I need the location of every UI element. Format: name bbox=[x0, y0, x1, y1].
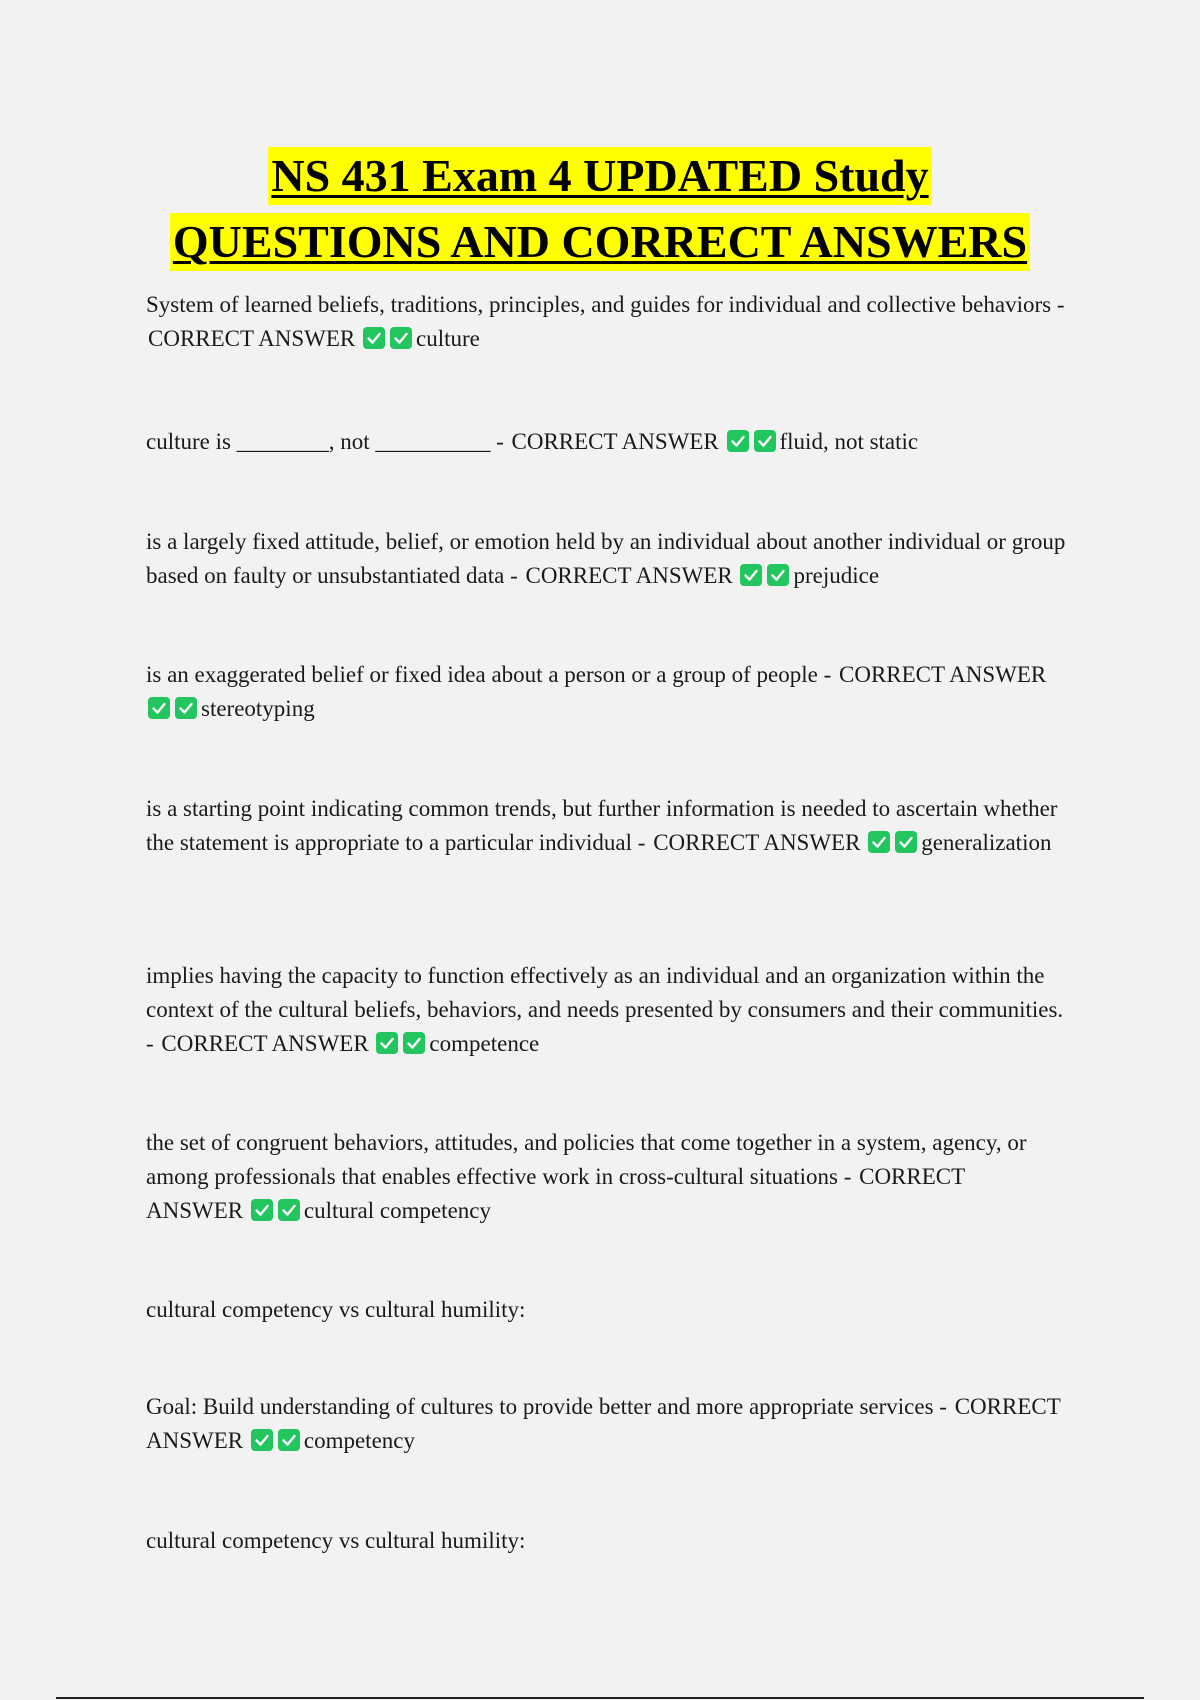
qa-item bbox=[146, 658, 1066, 726]
question-text: System of learned beliefs, traditions, principles, and guides for individual and collective behaviors - bbox=[146, 292, 1065, 317]
correct-answer-label: CORRECT ANSWER bbox=[161, 1031, 369, 1056]
check-box-icon bbox=[278, 1429, 300, 1451]
section-heading: cultural competency vs cultural humility: bbox=[146, 1528, 526, 1553]
qa-item bbox=[146, 959, 1066, 1061]
check-box-icon bbox=[727, 430, 749, 452]
check-box-icon bbox=[767, 564, 789, 586]
qa-item bbox=[146, 288, 1066, 356]
correct-answer-label: CORRECT ANSWER bbox=[146, 1394, 1061, 1453]
question-text: Goal: Build understanding of cultures to provide better and more appropriate services - bbox=[146, 1394, 953, 1419]
question-text: is an exaggerated belief or fixed idea about a person or a group of people - bbox=[146, 662, 837, 687]
correct-answer-label: CORRECT ANSWER bbox=[839, 662, 1047, 687]
question-text: implies having the capacity to function effectively as an individual and an organization within the context of the cultural beliefs, behaviors, and needs presented by consumers and their communities. - bbox=[146, 963, 1064, 1056]
answer-text: generalization bbox=[921, 830, 1052, 855]
qa-item bbox=[146, 1126, 1066, 1228]
title-line-1: NS 431 Exam 4 UPDATED Study bbox=[268, 147, 931, 205]
check-box-icon bbox=[403, 1032, 425, 1054]
check-box-icon bbox=[390, 327, 412, 349]
question-text: is a largely fixed attitude, belief, or emotion held by an individual about another individual or group based on faulty or unsubstantiated data - bbox=[146, 529, 1066, 588]
check-box-icon bbox=[376, 1032, 398, 1054]
check-box-icon bbox=[363, 327, 385, 349]
qa-item bbox=[146, 425, 1066, 459]
correct-answer-label: CORRECT ANSWER bbox=[511, 429, 719, 454]
qa-item bbox=[146, 1390, 1066, 1458]
check-box-icon bbox=[868, 831, 890, 853]
check-box-icon bbox=[175, 697, 197, 719]
qa-item bbox=[146, 525, 1066, 593]
qa-item bbox=[146, 792, 1066, 860]
question-text: is a starting point indicating common trends, but further information is needed to ascertain whether the statement is appropriate to a particular individual - bbox=[146, 796, 1058, 855]
correct-answer-label: CORRECT ANSWER bbox=[653, 830, 861, 855]
question-text: the set of congruent behaviors, attitudes, and policies that come together in a system, agency, or among professionals that enables effective work in cross-cultural situations - bbox=[146, 1130, 1027, 1189]
page-bottom-rule bbox=[56, 1697, 1144, 1699]
section-heading: cultural competency vs cultural humility: bbox=[146, 1297, 526, 1322]
correct-answer-label: CORRECT ANSWER bbox=[146, 1164, 965, 1223]
check-box-icon bbox=[251, 1429, 273, 1451]
answer-text: cultural competency bbox=[303, 1198, 491, 1223]
answer-text: competency bbox=[303, 1428, 415, 1453]
correct-answer-label: CORRECT ANSWER bbox=[148, 326, 356, 351]
answer-text: culture bbox=[416, 326, 480, 351]
question-text: culture is ________, not __________ - bbox=[146, 429, 510, 454]
title-line-2: QUESTIONS AND CORRECT ANSWERS bbox=[170, 213, 1030, 271]
correct-answer-label: CORRECT ANSWER bbox=[525, 563, 733, 588]
check-box-icon bbox=[278, 1199, 300, 1221]
check-box-icon bbox=[895, 831, 917, 853]
check-box-icon bbox=[148, 697, 170, 719]
check-box-icon bbox=[754, 430, 776, 452]
answer-text: prejudice bbox=[793, 563, 880, 588]
answer-text: stereotyping bbox=[201, 696, 315, 721]
answer-text: fluid, not static bbox=[779, 429, 919, 454]
answer-text: competence bbox=[429, 1031, 540, 1056]
check-box-icon bbox=[251, 1199, 273, 1221]
check-box-icon bbox=[740, 564, 762, 586]
document-title bbox=[0, 145, 1200, 273]
